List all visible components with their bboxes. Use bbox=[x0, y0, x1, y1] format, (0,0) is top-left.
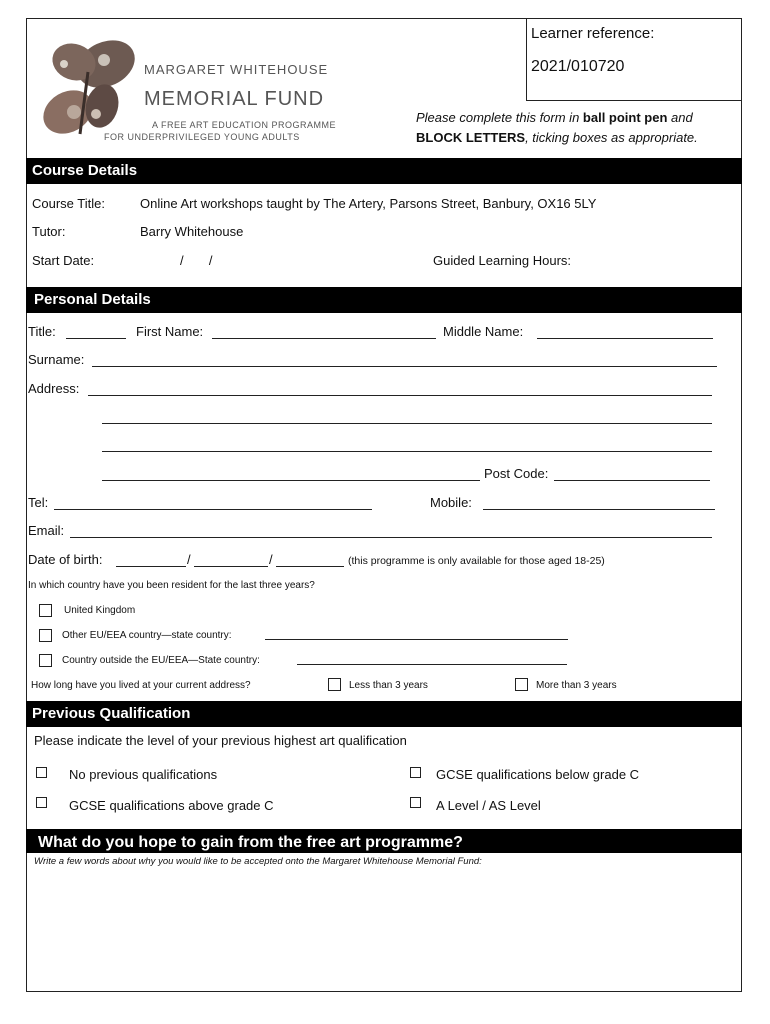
a-level-label: A Level / AS Level bbox=[436, 798, 541, 813]
previous-qualification-heading: Previous Qualification bbox=[26, 701, 742, 727]
address-line-4[interactable] bbox=[102, 480, 480, 481]
residence-eu-label: Other EU/EEA country—state country: bbox=[62, 630, 232, 641]
course-details-heading: Course Details bbox=[26, 158, 742, 184]
learner-reference-label: Learner reference: bbox=[531, 25, 655, 42]
title-field[interactable] bbox=[66, 338, 126, 339]
residence-eu-country-field[interactable] bbox=[265, 639, 568, 640]
mobile-field[interactable] bbox=[483, 509, 715, 510]
logo-line-3: A FREE ART EDUCATION PROGRAMME bbox=[152, 120, 337, 130]
course-title-value: Online Art workshops taught by The Artery, Parsons Street, Banbury, OX16 5LY bbox=[140, 196, 597, 211]
less-than-3-years-label: Less than 3 years bbox=[349, 680, 428, 691]
no-qualifications-checkbox[interactable] bbox=[36, 767, 47, 778]
hope-answer-area[interactable] bbox=[30, 872, 738, 988]
first-name-field[interactable] bbox=[212, 338, 436, 339]
middle-name-field[interactable] bbox=[537, 338, 713, 339]
tutor-value: Barry Whitehouse bbox=[140, 224, 244, 239]
title-label: Title: bbox=[28, 324, 56, 339]
less-than-3-years-checkbox[interactable] bbox=[328, 678, 341, 691]
address-duration-question: How long have you lived at your current address? bbox=[31, 680, 251, 691]
gcse-above-c-label: GCSE qualifications above grade C bbox=[69, 798, 274, 813]
surname-field[interactable] bbox=[92, 366, 717, 367]
a-level-checkbox[interactable] bbox=[410, 797, 421, 808]
guided-hours-label: Guided Learning Hours: bbox=[433, 253, 572, 268]
address-line-1[interactable] bbox=[88, 395, 712, 396]
dob-year-field[interactable] bbox=[276, 566, 344, 567]
qualification-prompt: Please indicate the level of your previous highest art qualification bbox=[34, 733, 407, 748]
tel-field[interactable] bbox=[54, 509, 372, 510]
dob-label: Date of birth: bbox=[28, 552, 103, 567]
residence-uk-label: United Kingdom bbox=[64, 605, 136, 616]
postcode-label: Post Code: bbox=[484, 466, 549, 481]
postcode-field[interactable] bbox=[554, 480, 710, 481]
mobile-label: Mobile: bbox=[430, 495, 472, 510]
no-qualifications-label: No previous qualifications bbox=[69, 767, 218, 782]
more-than-3-years-checkbox[interactable] bbox=[515, 678, 528, 691]
logo-line-2: MEMORIAL FUND bbox=[144, 88, 325, 110]
start-date-value[interactable]: / / bbox=[180, 253, 213, 268]
hope-heading: What do you hope to gain from the free art programme? bbox=[26, 829, 742, 853]
residence-non-eu-country-field[interactable] bbox=[297, 664, 567, 665]
address-line-2[interactable] bbox=[102, 423, 712, 424]
email-label: Email: bbox=[28, 523, 65, 538]
address-label: Address: bbox=[28, 381, 80, 396]
dob-slash-1: / bbox=[187, 552, 191, 567]
middle-name-label: Middle Name: bbox=[443, 324, 524, 339]
address-line-3[interactable] bbox=[102, 451, 712, 452]
gcse-above-c-checkbox[interactable] bbox=[36, 797, 47, 808]
learner-reference-value: 2021/010720 bbox=[531, 58, 625, 75]
start-date-label: Start Date: bbox=[32, 253, 95, 268]
first-name-label: First Name: bbox=[136, 324, 204, 339]
dob-slash-2: / bbox=[269, 552, 273, 567]
hope-prompt: Write a few words about why you would like to be accepted onto the Margaret Whitehouse Memorial Fund: bbox=[34, 856, 482, 867]
personal-details-heading: Personal Details bbox=[26, 287, 742, 313]
residence-non-eu-label: Country outside the EU/EEA—State country: bbox=[62, 655, 260, 666]
email-field[interactable] bbox=[70, 537, 712, 538]
instructions-line-1: Please complete this form in ball point pen and bbox=[416, 110, 693, 125]
surname-label: Surname: bbox=[28, 352, 85, 367]
logo-line-4: FOR UNDERPRIVILEGED YOUNG ADULTS bbox=[104, 132, 300, 142]
course-title-label: Course Title: bbox=[32, 196, 105, 211]
tel-label: Tel: bbox=[28, 495, 49, 510]
more-than-3-years-label: More than 3 years bbox=[536, 680, 617, 691]
logo-line-1: MARGARET WHITEHOUSE bbox=[144, 62, 329, 77]
gcse-below-c-checkbox[interactable] bbox=[410, 767, 421, 778]
dob-month-field[interactable] bbox=[194, 566, 268, 567]
residence-non-eu-checkbox[interactable] bbox=[39, 654, 52, 667]
dob-note: (this programme is only available for those aged 18-25) bbox=[348, 555, 605, 567]
gcse-below-c-label: GCSE qualifications below grade C bbox=[436, 767, 640, 782]
residence-question: In which country have you been resident for the last three years? bbox=[28, 580, 315, 591]
residence-eu-checkbox[interactable] bbox=[39, 629, 52, 642]
tutor-label: Tutor: bbox=[32, 224, 66, 239]
dob-day-field[interactable] bbox=[116, 566, 186, 567]
residence-uk-checkbox[interactable] bbox=[39, 604, 52, 617]
instructions-line-2: BLOCK LETTERS, ticking boxes as appropriate. bbox=[416, 130, 698, 145]
